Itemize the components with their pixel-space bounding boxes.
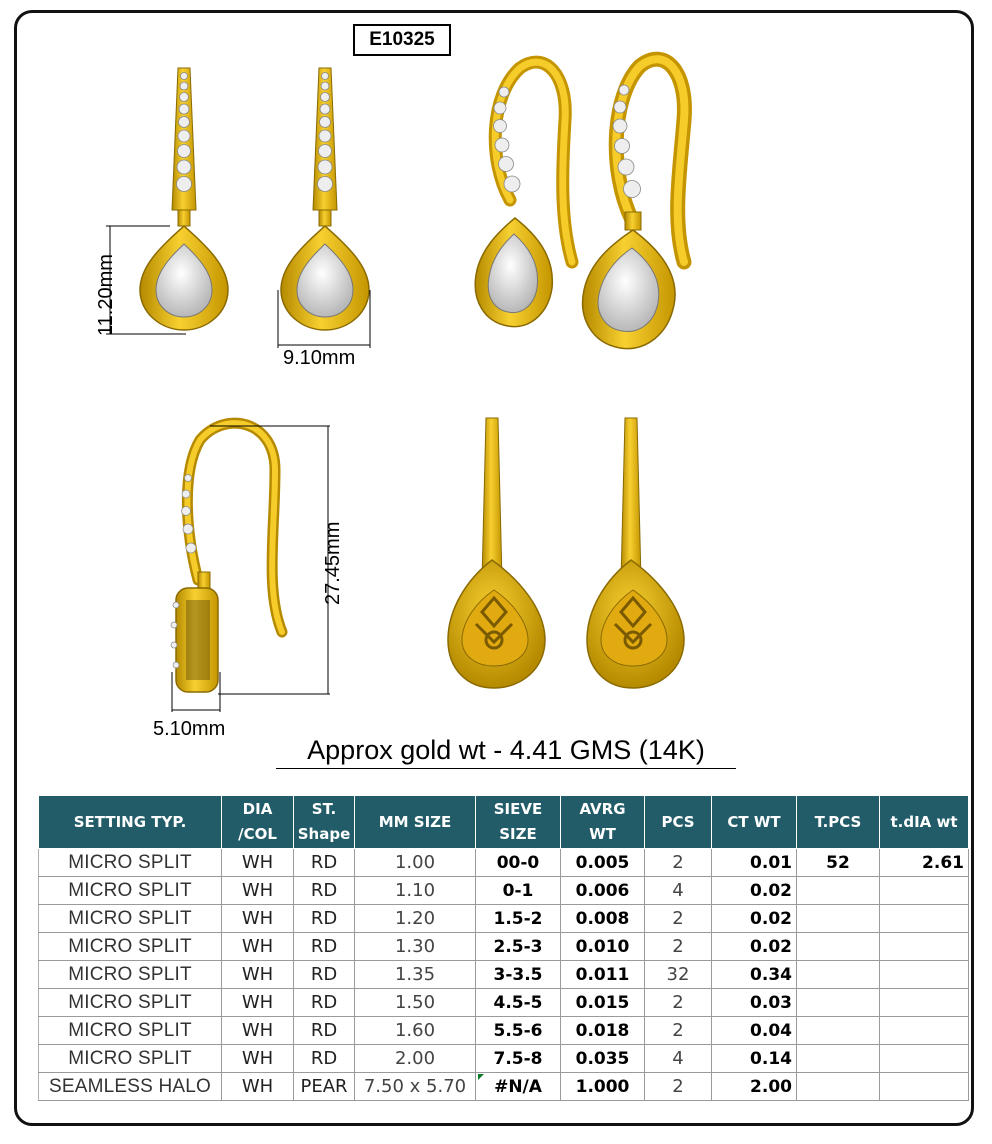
table-row — [39, 1045, 969, 1073]
cell-avrg-wt: 0.006 — [561, 877, 645, 905]
cell-ct-wt: 0.01 — [712, 849, 797, 877]
table-header-row — [39, 796, 969, 849]
cell-setting-type: MICRO SPLIT — [39, 961, 222, 989]
front-view-earring-right — [281, 68, 369, 330]
table-row — [39, 905, 969, 933]
cell-mm-size: 1.60 — [355, 1017, 476, 1045]
table-row — [39, 877, 969, 905]
cell-ct-wt: 0.03 — [712, 989, 797, 1017]
cell-setting-type: MICRO SPLIT — [39, 1017, 222, 1045]
cell-avrg-wt: 0.008 — [561, 905, 645, 933]
cell-t-dia-wt — [880, 933, 969, 961]
cell-pcs: 2 — [645, 989, 712, 1017]
cell-t-pcs — [797, 961, 880, 989]
header-ct-wt: CT WT — [712, 796, 797, 849]
cell-t-pcs — [797, 877, 880, 905]
header-setting-type: SETTING TYP. — [39, 796, 222, 849]
header-pcs: PCS — [645, 796, 712, 849]
cell-t-pcs: 52 — [797, 849, 880, 877]
header-sieve-size: SIEVE SIZE — [476, 796, 561, 849]
cell-dia-col: WH — [222, 1017, 294, 1045]
header-t-pcs: T.PCS — [797, 796, 880, 849]
cell-sieve-size: 1.5-2 — [476, 905, 561, 933]
perspective-view-earring-right — [583, 59, 685, 348]
header-dia-col: DIA /COL — [222, 796, 294, 849]
header-avrg-wt: AVRG WT — [561, 796, 645, 849]
cell-avrg-wt: 0.035 — [561, 1045, 645, 1073]
cell-dia-col: WH — [222, 1073, 294, 1101]
cell-t-dia-wt — [880, 1073, 969, 1101]
cell-sieve-size: 2.5-3 — [476, 933, 561, 961]
cell-ct-wt: 0.02 — [712, 933, 797, 961]
cell-sieve-size: 3-3.5 — [476, 961, 561, 989]
cell-sieve-size: 00-0 — [476, 849, 561, 877]
cell-sieve-size: 4.5-5 — [476, 989, 561, 1017]
cell-sieve-size: 7.5-8 — [476, 1045, 561, 1073]
back-view-earring-right — [587, 418, 684, 688]
cell-st-shape: RD — [294, 1017, 355, 1045]
cell-setting-type: MICRO SPLIT — [39, 877, 222, 905]
table-row — [39, 849, 969, 877]
cell-pcs: 2 — [645, 1017, 712, 1045]
cell-mm-size: 1.50 — [355, 989, 476, 1017]
header-t-dia-wt: t.dIA wt — [880, 796, 969, 849]
dimension-drop-height: 11.20mm — [95, 254, 117, 336]
cell-st-shape: RD — [294, 1045, 355, 1073]
table-row — [39, 1073, 969, 1101]
cell-st-shape: RD — [294, 933, 355, 961]
cell-avrg-wt: 1.000 — [561, 1073, 645, 1101]
cell-setting-type: MICRO SPLIT — [39, 933, 222, 961]
dimension-total-height: 27.45mm — [322, 521, 344, 605]
cell-ct-wt: 0.34 — [712, 961, 797, 989]
cell-setting-type: SEAMLESS HALO — [39, 1073, 222, 1101]
cell-setting-type: MICRO SPLIT — [39, 849, 222, 877]
gold-weight-title: Approx gold wt - 4.41 GMS (14K) — [276, 735, 736, 769]
cell-avrg-wt: 0.018 — [561, 1017, 645, 1045]
cell-mm-size: 7.50 x 5.70 — [355, 1073, 476, 1101]
front-view-earring-left — [140, 68, 228, 330]
cell-pcs: 4 — [645, 877, 712, 905]
cell-setting-type: MICRO SPLIT — [39, 1045, 222, 1073]
cell-ct-wt: 0.04 — [712, 1017, 797, 1045]
cell-t-dia-wt — [880, 1017, 969, 1045]
cell-st-shape: RD — [294, 905, 355, 933]
cell-t-dia-wt — [880, 877, 969, 905]
cell-avrg-wt: 0.005 — [561, 849, 645, 877]
cell-dia-col: WH — [222, 961, 294, 989]
cell-dia-col: WH — [222, 877, 294, 905]
cell-dia-col: WH — [222, 933, 294, 961]
dimension-depth: 5.10mm — [153, 718, 226, 740]
cell-avrg-wt: 0.010 — [561, 933, 645, 961]
cell-mm-size: 1.35 — [355, 961, 476, 989]
cell-sieve-size: #N/A — [476, 1073, 561, 1101]
cell-dia-col: WH — [222, 849, 294, 877]
cell-st-shape: RD — [294, 961, 355, 989]
cell-st-shape: PEAR — [294, 1073, 355, 1101]
cell-t-pcs — [797, 933, 880, 961]
cell-t-pcs — [797, 1045, 880, 1073]
cell-t-dia-wt: 2.61 — [880, 849, 969, 877]
back-view-earring-left — [448, 418, 545, 688]
dimension-drop-width: 9.10mm — [283, 347, 356, 369]
cell-mm-size: 1.00 — [355, 849, 476, 877]
table-row — [39, 933, 969, 961]
cell-pcs: 2 — [645, 905, 712, 933]
header-mm-size: MM SIZE — [355, 796, 476, 849]
cell-pcs: 2 — [645, 933, 712, 961]
cell-t-dia-wt — [880, 905, 969, 933]
cell-setting-type: MICRO SPLIT — [39, 989, 222, 1017]
cell-t-pcs — [797, 1017, 880, 1045]
cell-avrg-wt: 0.015 — [561, 989, 645, 1017]
table-row — [39, 1017, 969, 1045]
cell-sieve-size: 0-1 — [476, 877, 561, 905]
cell-st-shape: RD — [294, 989, 355, 1017]
stone-spec-table — [38, 795, 969, 1101]
cell-t-pcs — [797, 989, 880, 1017]
cell-dia-col: WH — [222, 989, 294, 1017]
cell-t-pcs — [797, 1073, 880, 1101]
cell-avrg-wt: 0.011 — [561, 961, 645, 989]
cell-pcs: 2 — [645, 849, 712, 877]
cell-pcs: 32 — [645, 961, 712, 989]
product-code: E10325 — [353, 24, 451, 56]
cell-st-shape: RD — [294, 877, 355, 905]
table-row — [39, 989, 969, 1017]
cell-ct-wt: 0.02 — [712, 905, 797, 933]
table-row — [39, 961, 969, 989]
cell-t-dia-wt — [880, 1045, 969, 1073]
cell-t-dia-wt — [880, 989, 969, 1017]
header-st-shape: ST. Shape — [294, 796, 355, 849]
cell-pcs: 2 — [645, 1073, 712, 1101]
cell-t-pcs — [797, 905, 880, 933]
cell-ct-wt: 2.00 — [712, 1073, 797, 1101]
cell-ct-wt: 0.14 — [712, 1045, 797, 1073]
side-view-earring — [171, 423, 282, 692]
cell-mm-size: 1.10 — [355, 877, 476, 905]
cell-st-shape: RD — [294, 849, 355, 877]
cell-mm-size: 2.00 — [355, 1045, 476, 1073]
cell-dia-col: WH — [222, 905, 294, 933]
cell-setting-type: MICRO SPLIT — [39, 905, 222, 933]
cell-mm-size: 1.20 — [355, 905, 476, 933]
perspective-view-earring-left — [475, 62, 572, 327]
cell-ct-wt: 0.02 — [712, 877, 797, 905]
cell-pcs: 4 — [645, 1045, 712, 1073]
cell-mm-size: 1.30 — [355, 933, 476, 961]
cell-t-dia-wt — [880, 961, 969, 989]
cell-dia-col: WH — [222, 1045, 294, 1073]
cell-sieve-size: 5.5-6 — [476, 1017, 561, 1045]
